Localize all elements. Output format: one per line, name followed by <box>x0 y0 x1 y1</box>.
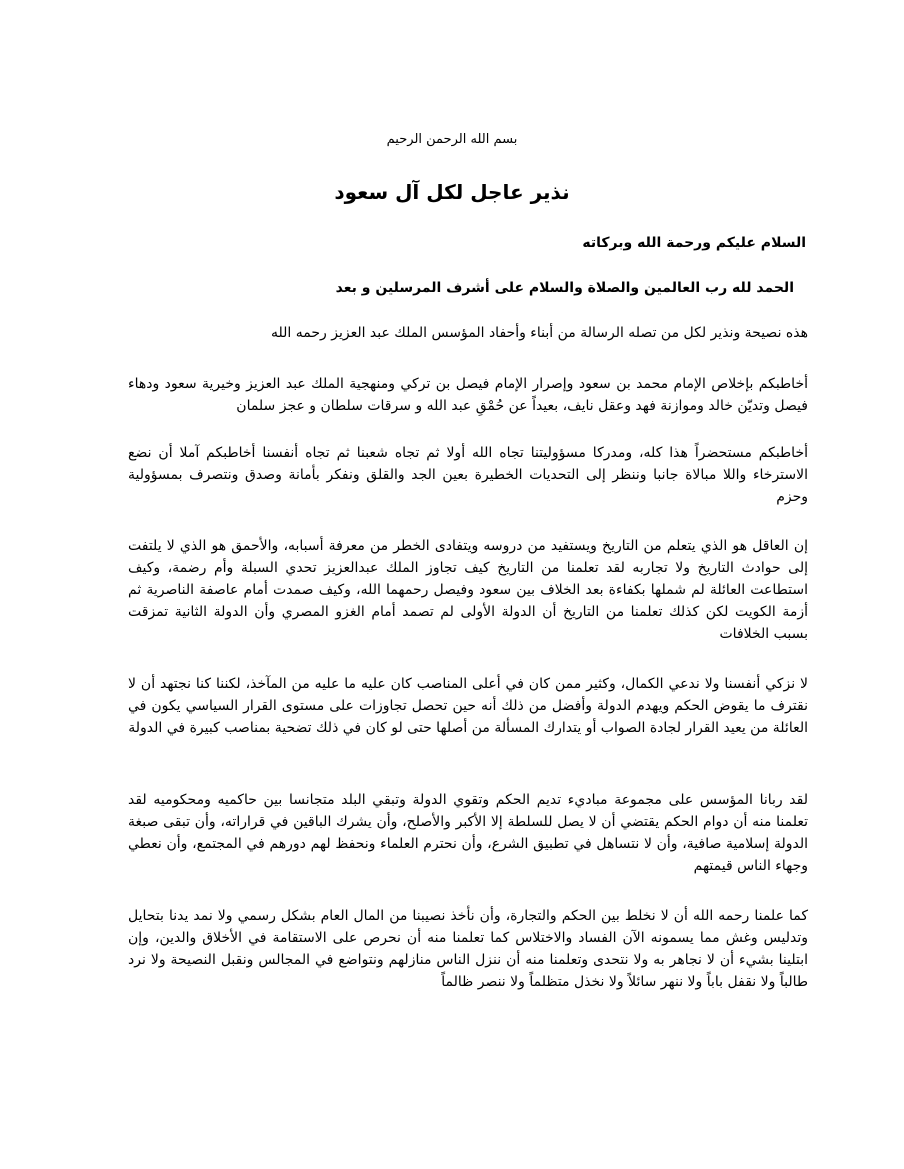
body-paragraph: أخاطبكم مستحضراً هذا كله، ومدركا مسؤوليتنا تجاه الله أولا ثم تجاه شعبنا ثم تجاه أنفسنا أخاطبكم آملا أن نضع الاسترخاء واللا مبالاة جانبا وننظر إلى التحديات الخطيرة بعين الجد والقلق ونفكر بأمانة وصدق ونتصرف بمسؤولية وحزم <box>128 445 808 505</box>
greeting-line: السلام عليكم ورحمة الله وبركاته <box>582 235 806 251</box>
body-paragraph: لا نزكي أنفسنا ولا ندعي الكمال، وكثير ممن كان في أعلى المناصب كان عليه ما عليه من المآخذ، لكننا كنا نجتهد أن لا نقترف ما يقوض الحكم ويهدم الدولة وأفضل من ذلك أنه حين تحصل تجاوزات على مستوى القرار السياسي يكون في العائلة من يعيد القرار لجادة الصواب أو يتدارك المسألة من أصلها حتى لو كان في ذلك تضحية بمناصب كبيرة في الدولة <box>128 676 808 736</box>
body-paragraph: كما علمنا رحمه الله أن لا نخلط بين الحكم والتجارة، وأن نأخذ نصيبنا من المال العام بشكل رسمي ولا نمد يدنا بتحايل وتدليس وغش مما يسمونه الآن الفساد والاختلاس كما تعلمنا منه أن نحرص على الاستقامة في الأخلاق والدين، وإن ابتلينا بشيء أن لا نجاهر به ولا نتحدى وتعلمنا منه أن ننزل الناس منازلهم ونتواضع في المجالس ونقبل النصيحة ولا نرد طالباً ولا نقفل باباً ولا ننهر سائلاً ولا نخذل متظلماً ولا ننصر ظالماً <box>128 908 808 990</box>
praise-line: الحمد لله رب العالمين والصلاة والسلام على أشرف المرسلين و بعد <box>335 280 794 296</box>
body-paragraph: هذه نصيحة ونذير لكل من تصله الرسالة من أبناء وأحفاد المؤسس الملك عبد العزيز رحمه الله <box>271 325 808 341</box>
body-paragraph: أخاطبكم بإخلاص الإمام محمد بن سعود وإصرار الإمام فيصل بن تركي ومنهجية الملك عبد العزيز وخيرية سعود ودهاء فيصل وتديّن خالد وموازنة فهد وعقل نايف، بعيداً عن حُمْقِ عبد الله و سرقات سلطان و عجز سلمان <box>128 376 808 414</box>
body-paragraph: لقد ربانا المؤسس على مجموعة مباديء تديم الحكم وتقوي الدولة وتبقي البلد متجانسا بين حاكميه ومحكوميه لقد تعلمنا منه أن دوام الحكم يقتضي أن لا يصل للسلطة إلا الأكبر والأصلح، وأن يشرك الباقين في قراراته، وأن تبقى صبغة الدولة إسلامية صافية، وأن لا نتساهل في تطبيق الشرع، وأن نحترم العلماء ونحفظ لهم دورهم في المجتمع، وأن نعطي وجهاء الناس قيمتهم <box>128 792 808 874</box>
basmala-heading: بسم الله الرحمن الرحيم <box>386 132 518 147</box>
document-title: نذير عاجل لكل آل سعود <box>334 180 570 204</box>
body-paragraph: إن العاقل هو الذي يتعلم من التاريخ ويستفيد من دروسه ويتفادى الخطر من معرفة أسبابه، والأحمق هو الذي لا يلتفت إلى حوادث التاريخ ولا تجاربه لقد تعلمنا من التاريخ كيف تجاوز الملك عبدالعزيز تحدي السبلة وأم رضمة، وكيف استطاعت العائلة لم شملها بكفاءة بعد الخلاف بين سعود وفيصل رحمهما الله، وكيف صمدت أمام عاصفة الناصرية ثم أزمة الكويت لكن كذلك تعلمنا من التاريخ أن الدولة الأولى لم تصمد أمام الغزو المصري وأن الدولة الثانية تمزقت بسبب الخلافات <box>128 538 808 642</box>
